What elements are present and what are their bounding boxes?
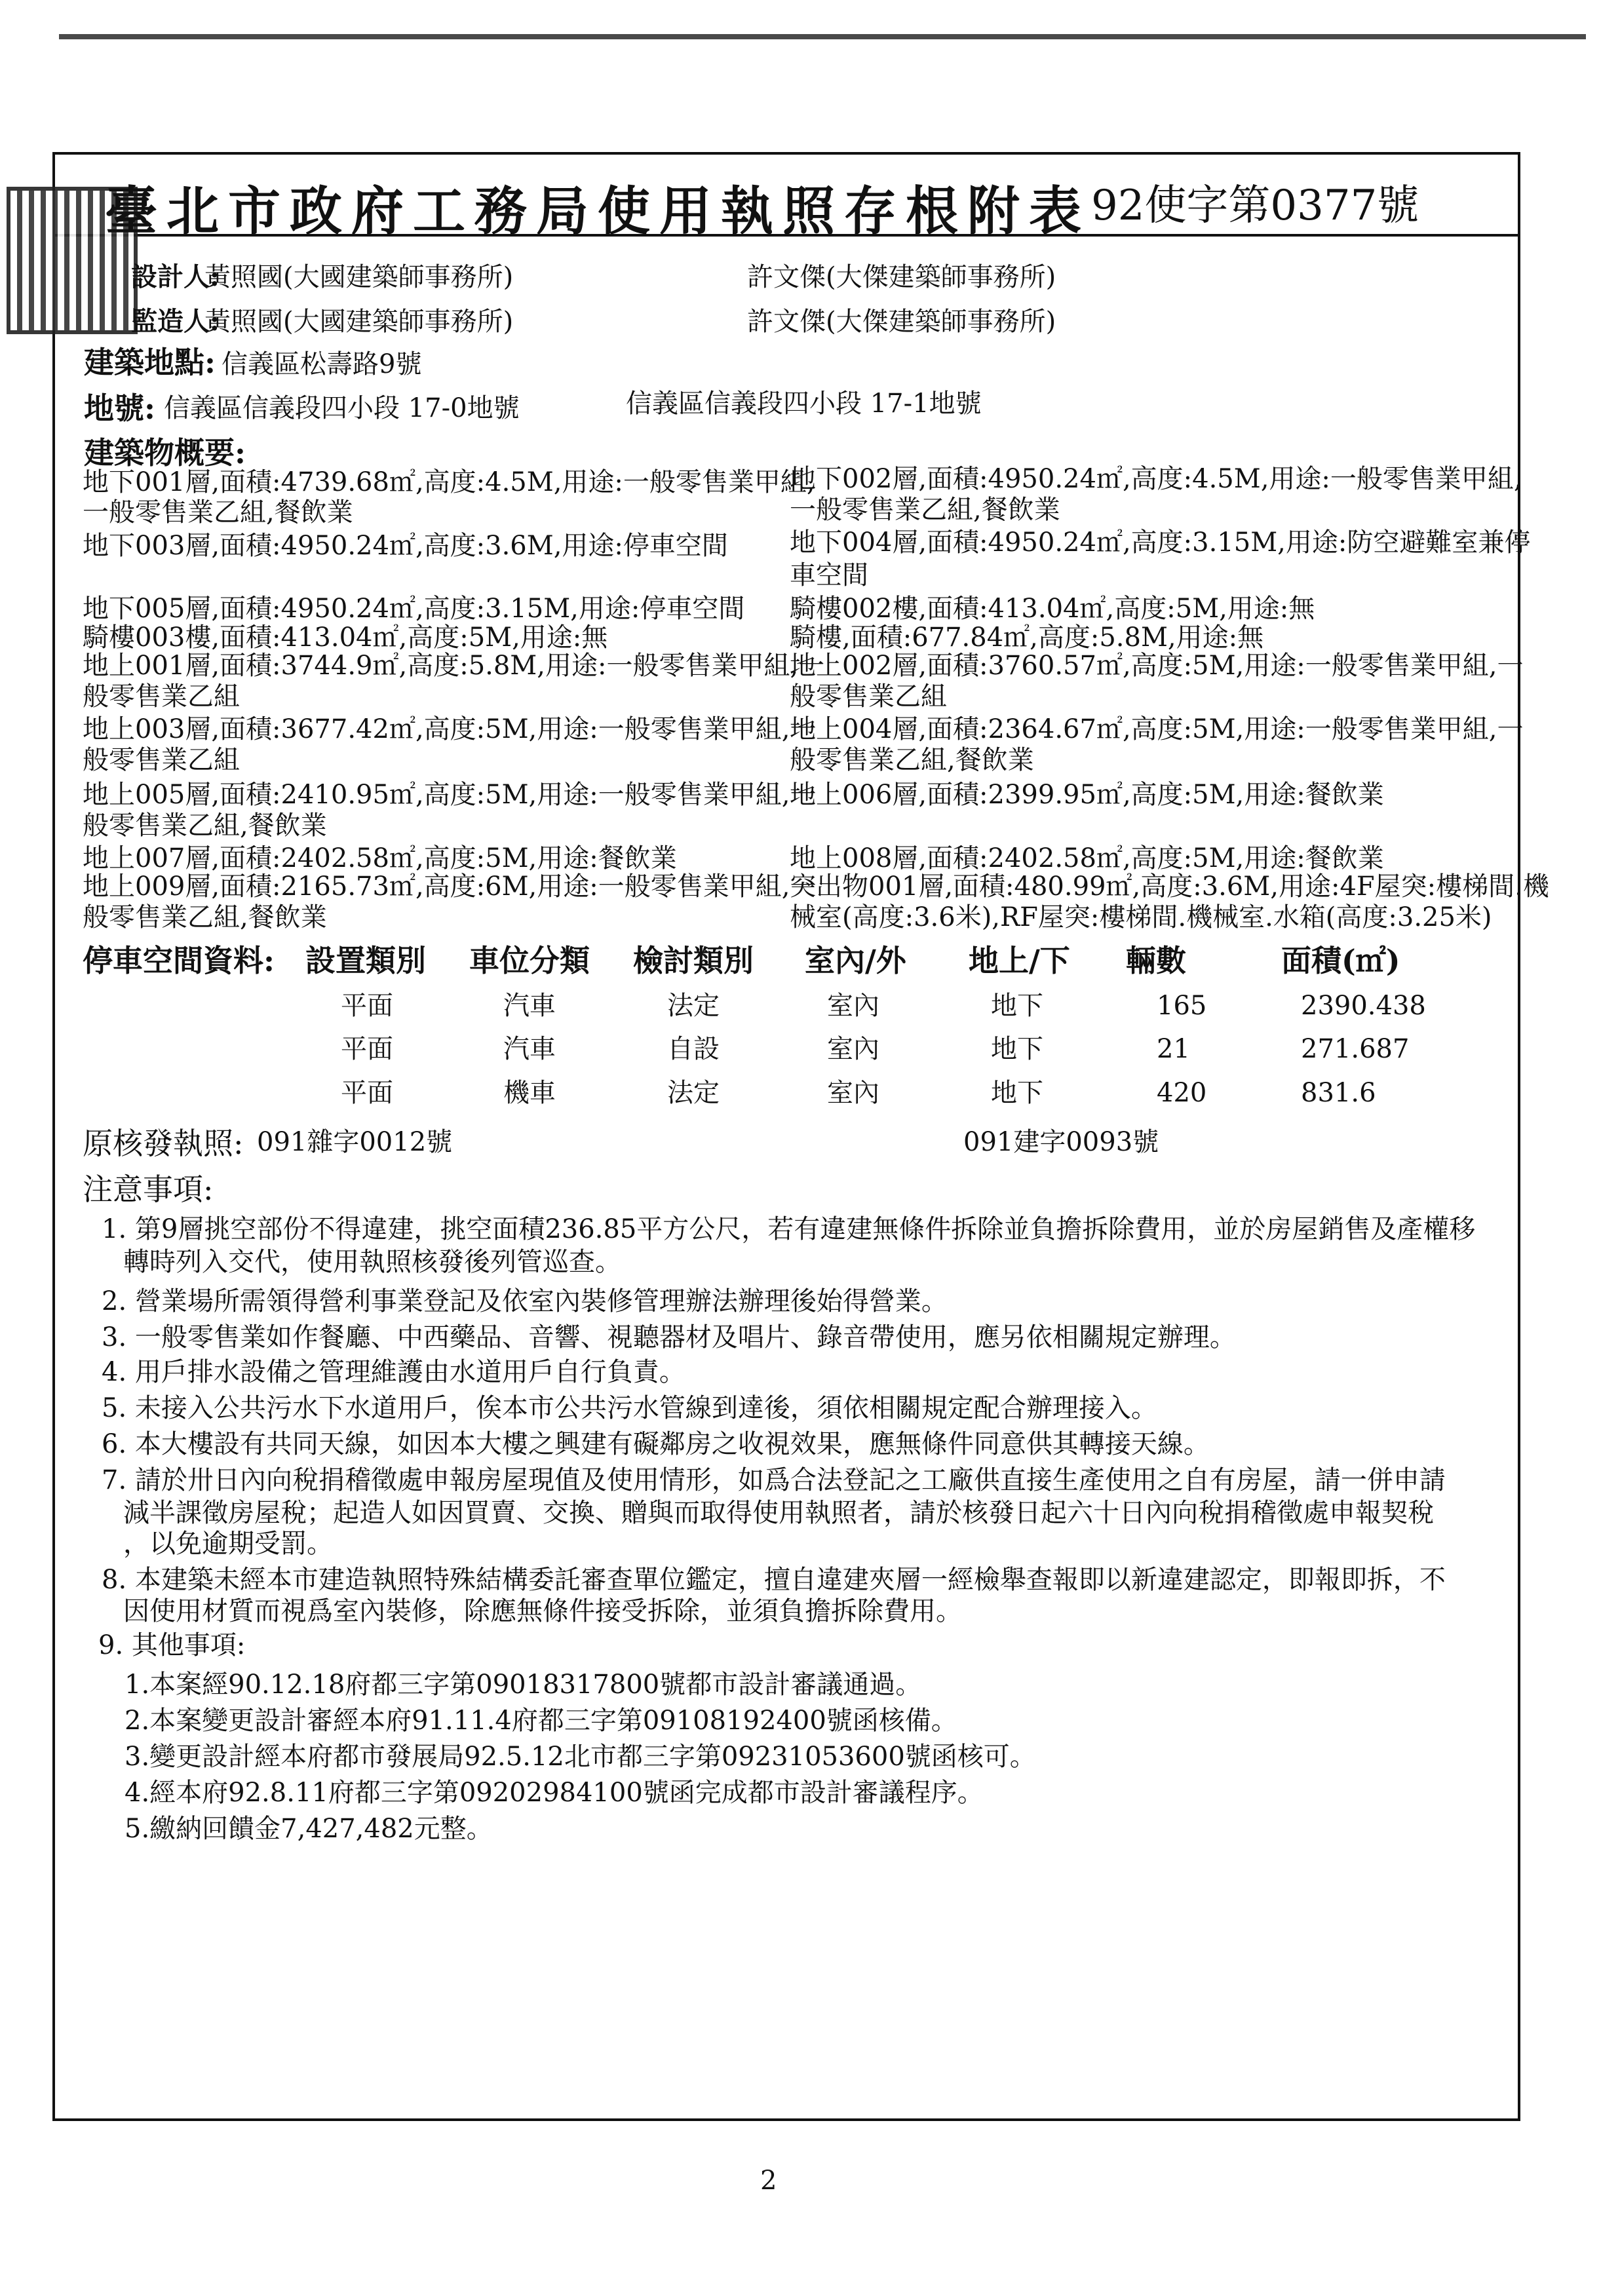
overview-right-line: 車空間: [790, 560, 868, 590]
parking-cell: 法定: [667, 991, 720, 1021]
parking-cell: 平面: [341, 1078, 393, 1108]
parking-header: 設置類別: [305, 943, 426, 978]
overview-left-line: 般零售業乙組,餐飲業: [83, 902, 327, 932]
parking-cell: 室內: [827, 991, 879, 1021]
designer-label: 設計人:: [131, 261, 220, 292]
overview-left-line: 地上005層,面積:2410.95㎡,高度:5M,用途:一般零售業甲組,一: [83, 780, 817, 810]
original-permit-1: 091雜字0012號: [257, 1127, 453, 1157]
supervisor-label: 監造人:: [131, 306, 220, 337]
overview-right-line: 地下002層,面積:4950.24㎡,高度:4.5M,用途:一般零售業甲組,: [790, 464, 1522, 494]
location-label: 建築地點:: [84, 345, 216, 380]
overview-left-line: 地上003層,面積:3677.42㎡,高度:5M,用途:一般零售業甲組,一: [83, 714, 817, 744]
note-line: 轉時列入交代，使用執照核發後列管巡查。: [123, 1247, 621, 1277]
parking-cell: 地下: [991, 1078, 1043, 1108]
overview-label: 建築物概要:: [84, 435, 246, 470]
parking-cell: 831.6: [1301, 1078, 1376, 1108]
parking-cell: 地下: [991, 991, 1043, 1021]
overview-right-line: 般零售業乙組: [790, 681, 947, 712]
lot-label: 地號:: [84, 391, 155, 426]
designer-2: 許文傑(大傑建築師事務所): [747, 262, 1056, 292]
overview-left-line: 地上007層,面積:2402.58㎡,高度:5M,用途:餐飲業: [83, 843, 677, 873]
overview-right-line: 般零售業乙組,餐飲業: [790, 745, 1034, 775]
note-line: 5. 未接入公共污水下水道用戶，俟本市公共污水管線到達後，須依相關規定配合辦理接入。: [102, 1393, 1157, 1423]
parking-header: 地上/下: [969, 943, 1070, 978]
note-line: 2.本案變更設計審經本府91.11.4府都三字第09108192400號函核備。: [125, 1706, 957, 1736]
original-permit-label: 原核發執照:: [83, 1126, 244, 1161]
overview-left-line: 般零售業乙組: [83, 681, 240, 712]
overview-right-line: 騎樓002樓,面積:413.04㎡,高度:5M,用途:無: [790, 594, 1315, 624]
overview-right-line: 地上004層,面積:2364.67㎡,高度:5M,用途:一般零售業甲組,一: [790, 714, 1524, 744]
note-line: ，以免逾期受罰。: [123, 1529, 333, 1559]
note-line: 2. 營業場所需領得營利事業登記及依室內裝修管理辦法辦理後始得營業。: [102, 1286, 948, 1316]
overview-left-line: 般零售業乙組: [83, 745, 240, 775]
note-line: 5.繳納回饋金7,427,482元整。: [125, 1814, 493, 1844]
note-line: 8. 本建築未經本市建造執照特殊結構委託審查單位鑑定，擅自違建夾層一經檢舉查報即以新違建認定，即報即拆，不: [102, 1565, 1446, 1595]
parking-cell: 機車: [503, 1078, 556, 1108]
lot-1: 信義區信義段四小段 17-0地號: [164, 393, 520, 423]
parking-cell: 2390.438: [1301, 991, 1426, 1021]
parking-cell: 地下: [991, 1034, 1043, 1064]
overview-right-line: 地下004層,面積:4950.24㎡,高度:3.15M,用途:防空避難室兼停: [790, 527, 1531, 558]
overview-right-line: 一般零售業乙組,餐飲業: [790, 495, 1060, 525]
parking-cell: 汽車: [503, 1034, 556, 1064]
note-line: 1.本案經90.12.18府都三字第09018317800號都市設計審議通過。: [125, 1670, 922, 1700]
overview-left-line: 地上001層,面積:3744.9㎡,高度:5.8M,用途:一般零售業甲組,一: [83, 651, 825, 681]
document-title: 臺北市政府工務局使用執照存根附表: [105, 180, 1090, 242]
overview-right-line: 騎樓,面積:677.84㎡,高度:5.8M,用途:無: [790, 622, 1264, 653]
parking-cell: 271.687: [1301, 1034, 1410, 1064]
overview-left-line: 一般零售業乙組,餐飲業: [83, 497, 353, 527]
note-line: 3. 一般零售業如作餐廳、中西藥品、音響、視聽器材及唱片、錄音帶使用，應另依相關規定辦理。: [102, 1322, 1236, 1352]
parking-cell: 室內: [827, 1034, 879, 1064]
overview-right-line: 械室(高度:3.6米),RF屋突:樓梯間.機械室.水箱(高度:3.25米): [790, 902, 1492, 932]
parking-cell: 165: [1157, 991, 1207, 1021]
permit-number: 92使字第0377號: [1091, 182, 1419, 230]
note-line: 3.變更設計經本府都市發展局92.5.12北市都三字第09231053600號函核可。: [125, 1742, 1036, 1772]
note-line: 6. 本大樓設有共同天線，如因本大樓之興建有礙鄰房之收視效果，應無條件同意供其轉接天線。: [102, 1429, 1210, 1459]
supervisor-2: 許文傑(大傑建築師事務所): [747, 307, 1056, 337]
parking-cell: 平面: [341, 1034, 393, 1064]
parking-cell: 汽車: [503, 991, 556, 1021]
parking-cell: 自設: [667, 1034, 720, 1064]
location-value: 信義區松壽路9號: [222, 349, 422, 379]
note-line: 7. 請於卅日內向稅捐稽徵處申報房屋現值及使用情形，如爲合法登記之工廠供直接生產使用之自有房屋，請一併申請: [102, 1465, 1446, 1495]
note-line: 9. 其他事項:: [98, 1630, 246, 1660]
parking-cell: 室內: [827, 1078, 879, 1108]
overview-left-line: 地下003層,面積:4950.24㎡,高度:3.6M,用途:停車空間: [83, 531, 728, 561]
note-line: 1. 第9層挑空部份不得違建，挑空面積236.85平方公尺，若有違建無條件拆除並負擔拆除費用，並於房屋銷售及產權移: [102, 1214, 1476, 1244]
parking-header: 車位分類: [469, 943, 590, 978]
parking-cell: 法定: [667, 1078, 720, 1108]
designer-1: 黃照國(大國建築師事務所): [204, 262, 514, 292]
parking-header: 檢討類別: [633, 943, 754, 978]
overview-right-line: 地上008層,面積:2402.58㎡,高度:5M,用途:餐飲業: [790, 843, 1384, 873]
parking-header: 輛數: [1126, 943, 1186, 978]
parking-cell: 平面: [341, 991, 393, 1021]
parking-cell: 21: [1157, 1034, 1190, 1064]
parking-header: 面積(㎡): [1281, 943, 1400, 978]
overview-left-line: 地下001層,面積:4739.68㎡,高度:4.5M,用途:一般零售業甲組,: [83, 467, 815, 497]
note-line: 4.經本府92.8.11府都三字第09202984100號函完成都市設計審議程序。: [125, 1778, 984, 1808]
overview-left-line: 地下005層,面積:4950.24㎡,高度:3.15M,用途:停車空間: [83, 594, 745, 624]
original-permit-2: 091建字0093號: [963, 1127, 1159, 1157]
overview-right-line: 地上006層,面積:2399.95㎡,高度:5M,用途:餐飲業: [790, 780, 1384, 810]
page-number: 2: [760, 2166, 777, 2196]
note-line: 減半課徵房屋稅；起造人如因買賣、交換、贈與而取得使用執照者，請於核發日起六十日內向稅捐稽徵處申報契稅: [123, 1498, 1434, 1528]
overview-right-line: 地上002層,面積:3760.57㎡,高度:5M,用途:一般零售業甲組,一: [790, 651, 1524, 681]
note-line: 4. 用戶排水設備之管理維護由水道用戶自行負責。: [102, 1357, 685, 1387]
overview-right-line: 突出物001層,面積:480.99㎡,高度:3.6M,用途:4F屋突:樓梯間.機: [790, 871, 1549, 902]
overview-left-line: 地上009層,面積:2165.73㎡,高度:6M,用途:一般零售業甲組,一: [83, 871, 817, 902]
parking-header: 室內/外: [805, 943, 906, 978]
supervisor-1: 黃照國(大國建築師事務所): [204, 307, 514, 337]
overview-left-line: 般零售業乙組,餐飲業: [83, 811, 327, 841]
scan-artifact-line: [59, 34, 1586, 39]
parking-label: 停車空間資料:: [83, 943, 275, 978]
note-line: 因使用材質而視爲室內裝修，除應無條件接受拆除，並須負擔拆除費用。: [123, 1596, 962, 1626]
notes-label: 注意事項:: [83, 1172, 214, 1207]
parking-cell: 420: [1157, 1078, 1207, 1108]
lot-2: 信義區信義段四小段 17-1地號: [626, 389, 982, 419]
overview-left-line: 騎樓003樓,面積:413.04㎡,高度:5M,用途:無: [83, 622, 608, 653]
